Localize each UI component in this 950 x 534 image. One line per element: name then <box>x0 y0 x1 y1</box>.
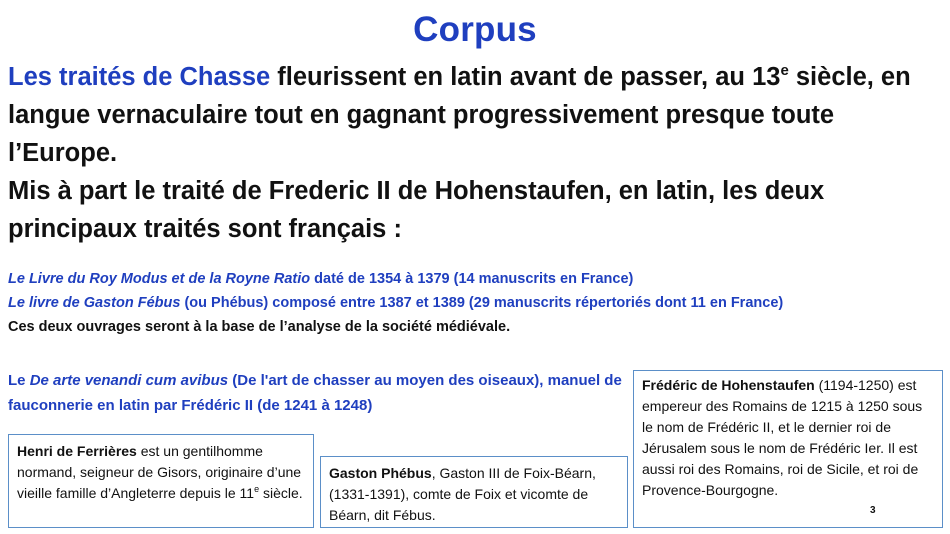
analysis-basis-note: Ces deux ouvrages seront à la base de l’analyse de la société médiévale. <box>8 319 511 335</box>
de-arte-venandi-note: Le De arte venandi cum avibus (De l'art de chasser au moyen des oiseaux), manuel de fauconnerie en latin par Frédéric II (de 1241 à 1248) <box>8 372 622 414</box>
intro-paragraph-1: Les traités de Chasse fleurissent en latin avant de passer, au 13e siècle, en langue vernaculaire tout en gagnant progressivement presque toute l’Europe. <box>8 62 911 167</box>
ferrieres-info-box: Henri de Ferrières est un gentilhomme normand, seigneur de Gisors, originaire d’une vieille famille d’Angleterre depuis le 11e siècle. <box>8 434 314 528</box>
phebus-info-box: Gaston Phébus, Gaston III de Foix-Béarn, (1331-1391), comte de Foix et vicomte de Béarn, dit Fébus. <box>320 456 628 528</box>
treatise-list <box>8 267 948 339</box>
ferrieres-name: Henri de Ferrières <box>17 443 137 459</box>
phebus-name: Gaston Phébus <box>329 465 432 481</box>
treatise-modus: Le Livre du Roy Modus et de la Royne Ratio daté de 1354 à 1379 (14 manuscrits en France) <box>8 271 634 287</box>
hunting-treatises-highlight: Les traités de Chasse <box>8 63 271 91</box>
treatise-febus: Le livre de Gaston Fébus (ou Phébus) composé entre 1387 et 1389 (29 manuscrits répertoriés dont 11 en France) <box>8 295 784 311</box>
frederic-info-box: Frédéric de Hohenstaufen (1194-1250) est empereur des Romains de 1215 à 1250 sous le nom de Frédéric II, et le dernier roi de Jérusalem sous le nom de Frédéric Ier. Il est aussi roi des Romains, roi de Sicile, et roi de Provence-Bourgogne. <box>633 370 943 528</box>
intro-paragraph-2: Mis à part le traité de Frederic II de Hohenstaufen, en latin, les deux principaux traités sont français : <box>8 177 825 243</box>
slide-title: Corpus <box>413 10 537 49</box>
frederic-name: Frédéric de Hohenstaufen <box>642 377 815 393</box>
intro-text <box>8 58 943 248</box>
page-number: 3 <box>870 505 876 516</box>
